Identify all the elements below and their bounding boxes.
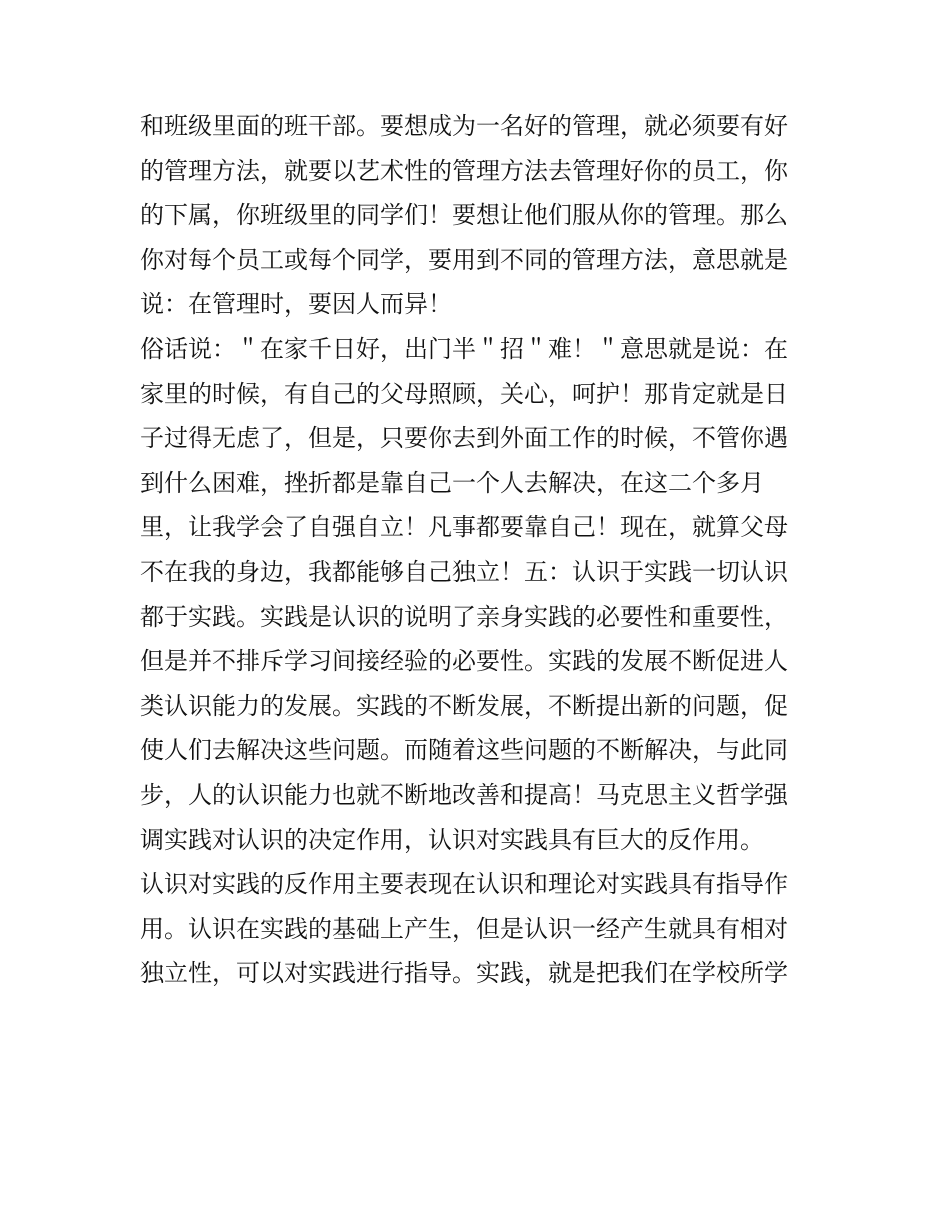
text-line: 认识对实践的反作用主要表现在认识和理论对实践具有指导作 [140,870,788,899]
text-line: 类认识能力的发展。实践的不断发展，不断提出新的问题，促 [140,691,788,720]
text-line: 家里的时候，有自己的父母照顾，关心，呵护！那肯定就是日 [140,379,788,408]
text-line: 调实践对认识的决定作用，认识对实践具有巨大的反作用。 [140,825,764,854]
text-line: 独立性，可以对实践进行指导。实践，就是把我们在学校所学 [140,959,788,988]
text-line: 子过得无虑了，但是，只要你去到外面工作的时候，不管你遇 [140,424,788,453]
text-line: 的管理方法，就要以艺术性的管理方法去管理好你的员工，你 [140,156,788,185]
text-line: 用。认识在实践的基础上产生，但是认识一经产生就具有相对 [140,914,788,943]
text-line: 说：在管理时，要因人而异！ [140,290,452,319]
text-line: 里，让我学会了自强自立！凡事都要靠自己！现在，就算父母 [140,513,788,542]
text-line: 使人们去解决这些问题。而随着这些问题的不断解决，与此同 [140,736,788,765]
text-line: 都于实践。实践是认识的说明了亲身实践的必要性和重要性， [140,602,788,631]
text-line: 的下属，你班级里的同学们！要想让他们服从你的管理。那么 [140,201,788,230]
text-line: 和班级里面的班干部。要想成为一名好的管理，就必须要有好 [140,112,788,140]
text-line: 步，人的认识能力也就不断地改善和提高！马克思主义哲学强 [140,780,788,809]
text-line: 但是并不排斥学习间接经验的必要性。实践的发展不断促进人 [140,647,788,676]
text-line: 俗话说：＂在家千日好，出门半＂招＂难！＂意思就是说：在 [140,334,788,363]
text-line: 不在我的身边，我都能够自己独立！五：认识于实践一切认识 [140,557,788,586]
text-line: 你对每个员工或每个同学，要用到不同的管理方法，意思就是 [140,245,788,274]
text-line: 到什么困难，挫折都是靠自己一个人去解决，在这二个多月 [140,468,764,497]
body-text [140,104,830,996]
